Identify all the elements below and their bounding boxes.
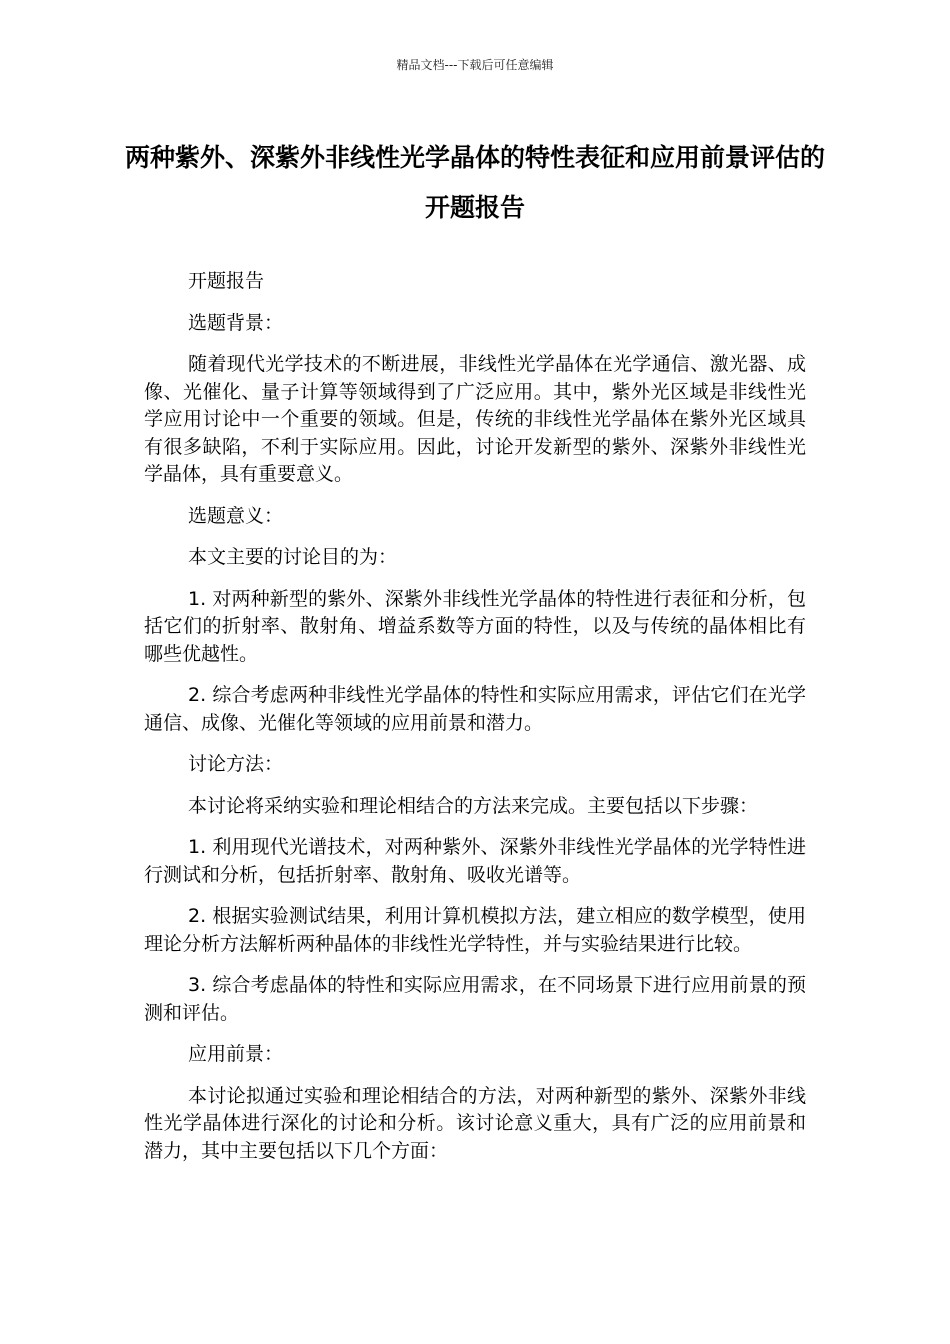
paragraph-significance-heading: 选题意义： bbox=[188, 504, 284, 527]
paragraph-method-heading: 讨论方法： bbox=[188, 753, 284, 775]
paragraph-background-heading: 选题背景： bbox=[188, 311, 284, 334]
paragraph-method-step-2: 2. 根据实验测试结果，利用计算机模拟方法，建立相应的数学模型，使用理论分析方法解析两种晶体的非线性光学特性，并与实验结果进行比较。 bbox=[144, 905, 806, 955]
paragraph-method-intro: 本讨论将采纳实验和理论相结合的方法来完成。主要包括以下步骤： bbox=[188, 794, 759, 817]
paragraph-report-label: 开题报告 bbox=[188, 270, 265, 292]
paragraph-method-step-3: 3. 综合考虑晶体的特性和实际应用需求，在不同场景下进行应用前景的预测和评估。 bbox=[144, 974, 806, 1024]
paragraph-background-text: 随着现代光学技术的不断进展，非线性光学晶体在光学通信、激光器、成像、光催化、量子计算等领域得到了广泛应用。其中，紫外光区域是非线性光学应用讨论中一个重要的领域。但是，传统的非线性光学晶体在紫外光区域具有很多缺陷，不利于实际应用。因此，讨论开发新型的紫外、深紫外非线性光学晶体，具有重要意义。 bbox=[144, 353, 806, 485]
paragraph-purpose-item-1: 1. 对两种新型的紫外、深紫外非线性光学晶体的特性进行表征和分析，包括它们的折射率、散射角、增益系数等方面的特性，以及与传统的晶体相比有哪些优越性。 bbox=[144, 587, 806, 665]
paragraph-purpose-item-2: 2. 综合考虑两种非线性光学晶体的特性和实际应用需求，评估它们在光学通信、成像、光催化等领域的应用前景和潜力。 bbox=[144, 684, 806, 734]
paragraph-prospect-heading: 应用前景： bbox=[188, 1043, 284, 1065]
paragraph-purpose-intro: 本文主要的讨论目的为： bbox=[188, 546, 398, 568]
document-title: 两种紫外、深紫外非线性光学晶体的特性表征和应用前景评估的开题报告 bbox=[124, 143, 825, 222]
document-body bbox=[144, 268, 806, 1179]
page-header-note: 精品文档---下载后可任意编辑 bbox=[396, 58, 554, 72]
paragraph-method-step-1: 1. 利用现代光谱技术，对两种紫外、深紫外非线性光学晶体的光学特性进行测试和分析，包括折射率、散射角、吸收光谱等。 bbox=[144, 836, 806, 886]
paragraph-prospect-text: 本讨论拟通过实验和理论相结合的方法，对两种新型的紫外、深紫外非线性光学晶体进行深化的讨论和分析。该讨论意义重大，具有广泛的应用前景和潜力，其中主要包括以下几个方面： bbox=[144, 1084, 806, 1162]
